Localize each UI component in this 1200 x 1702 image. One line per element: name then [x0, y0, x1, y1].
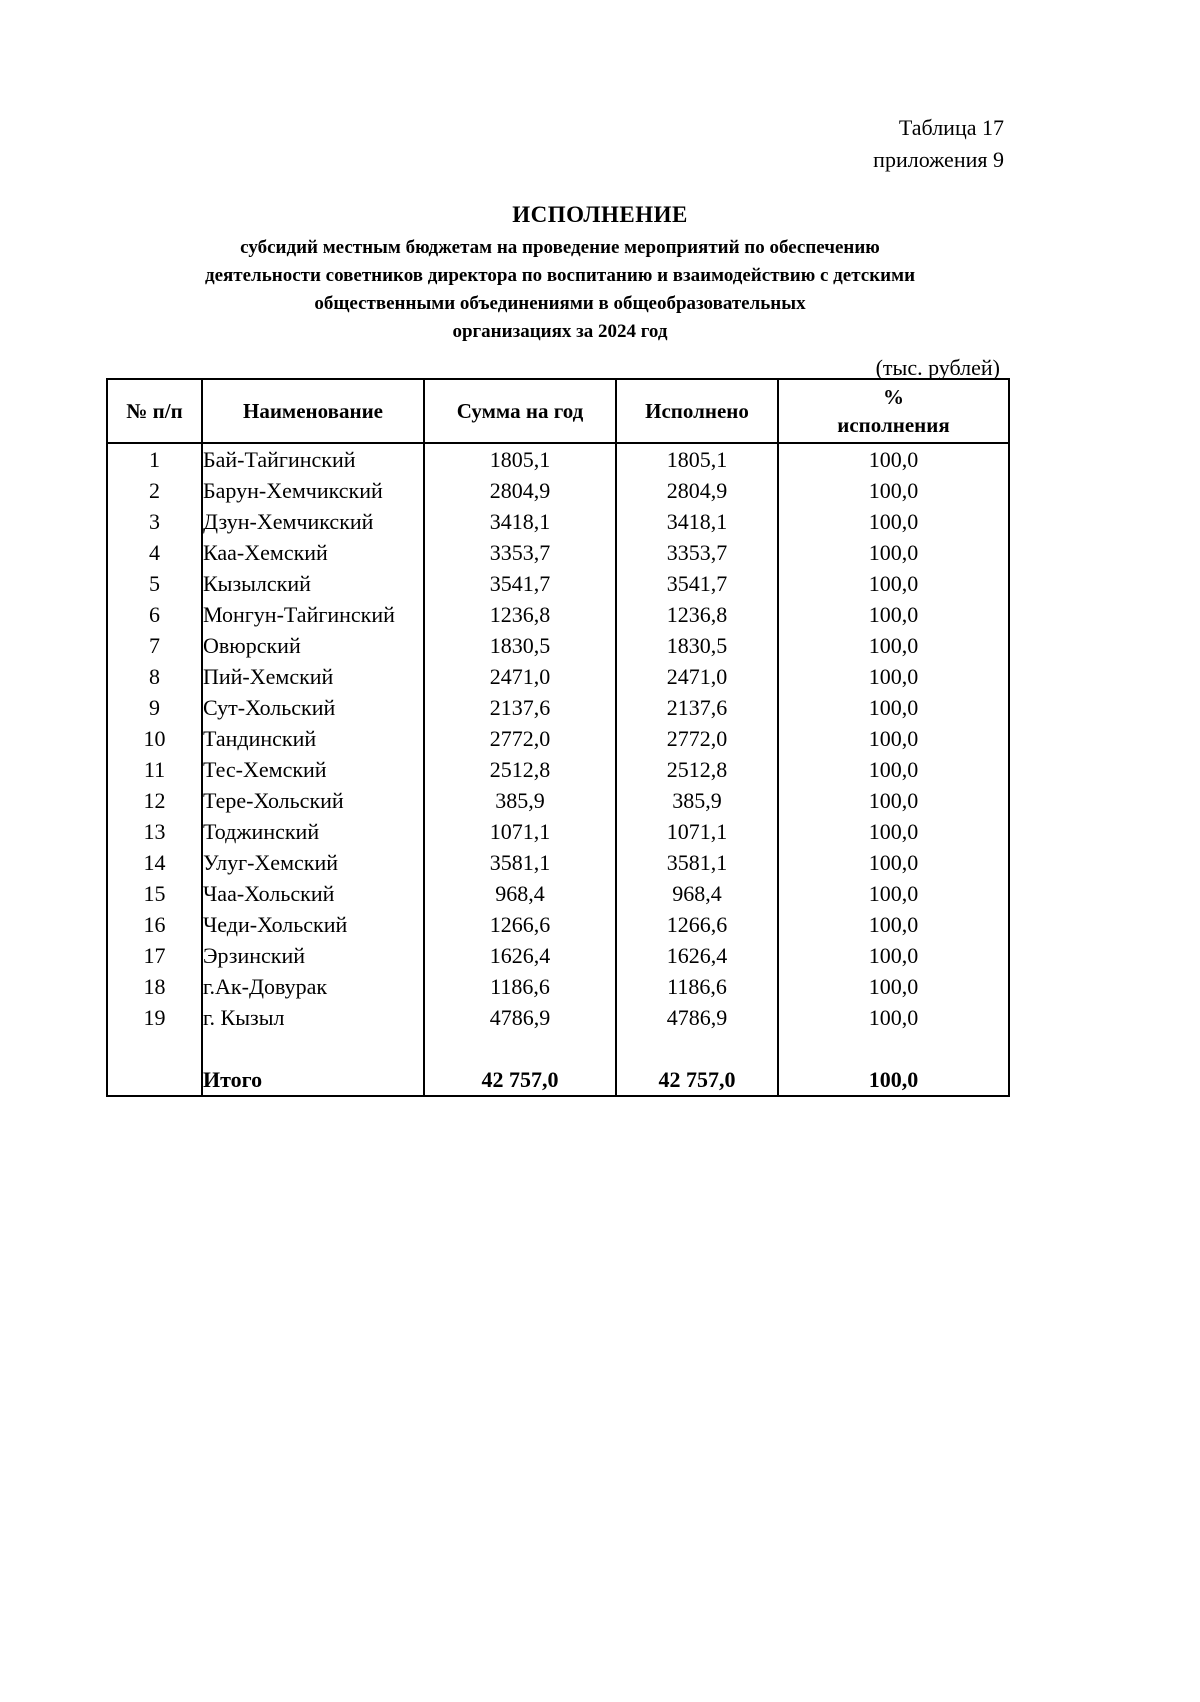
- row-pct: 100,0: [778, 630, 1009, 661]
- table-row: [107, 506, 1009, 537]
- column-header-num: № п/п: [107, 379, 202, 443]
- table-row: [107, 816, 1009, 847]
- row-done: 2471,0: [616, 661, 778, 692]
- total-num-cell: [107, 1064, 202, 1096]
- row-sum: 2471,0: [424, 661, 616, 692]
- row-pct: 100,0: [778, 785, 1009, 816]
- pct-label: исполнения: [837, 413, 950, 437]
- subtitle-line: общественными объединениями в общеобразовательных: [314, 293, 806, 314]
- table-row: [107, 723, 1009, 754]
- row-pct: 100,0: [778, 661, 1009, 692]
- row-pct: 100,0: [778, 475, 1009, 506]
- row-name: Тес-Хемский: [202, 754, 424, 785]
- document-subtitle: [110, 234, 1010, 346]
- execution-table: [106, 378, 1010, 1097]
- header-row: [107, 379, 1009, 443]
- row-pct: 100,0: [778, 754, 1009, 785]
- row-name: Барун-Хемчикский: [202, 475, 424, 506]
- document-title: ИСПОЛНЕНИЕ: [512, 202, 688, 227]
- row-pct: 100,0: [778, 909, 1009, 940]
- row-number: 9: [107, 692, 202, 723]
- table-row: [107, 568, 1009, 599]
- total-label: Итого: [202, 1064, 424, 1096]
- row-sum: 3353,7: [424, 537, 616, 568]
- row-sum: 2512,8: [424, 754, 616, 785]
- table-row: [107, 537, 1009, 568]
- total-done: 42 757,0: [616, 1064, 778, 1096]
- row-done: 3541,7: [616, 568, 778, 599]
- table-number: Таблица 17: [898, 115, 1004, 140]
- table-row: [107, 661, 1009, 692]
- subtitle-line: деятельности советников директора по воспитанию и взаимодействию с детскими: [204, 265, 916, 286]
- row-number: 15: [107, 878, 202, 909]
- row-number: 19: [107, 1002, 202, 1033]
- spacer-row: [107, 1033, 1009, 1064]
- row-name: Тоджинский: [202, 816, 424, 847]
- row-done: 1830,5: [616, 630, 778, 661]
- row-name: Улуг-Хемский: [202, 847, 424, 878]
- row-done: 1071,1: [616, 816, 778, 847]
- row-sum: 1236,8: [424, 599, 616, 630]
- row-name: Чеди-Хольский: [202, 909, 424, 940]
- row-number: 7: [107, 630, 202, 661]
- row-number: 12: [107, 785, 202, 816]
- row-name: Дзун-Хемчикский: [202, 506, 424, 537]
- row-number: 16: [107, 909, 202, 940]
- row-number: 14: [107, 847, 202, 878]
- table-row: [107, 630, 1009, 661]
- row-pct: 100,0: [778, 443, 1009, 475]
- row-sum: 1805,1: [424, 443, 616, 475]
- row-number: 11: [107, 754, 202, 785]
- row-name: г. Кызыл: [202, 1002, 424, 1033]
- row-sum: 3581,1: [424, 847, 616, 878]
- row-number: 10: [107, 723, 202, 754]
- table-header: [107, 379, 1009, 443]
- row-name: Сут-Хольский: [202, 692, 424, 723]
- row-done: 1266,6: [616, 909, 778, 940]
- row-name: Каа-Хемский: [202, 537, 424, 568]
- table-row: [107, 971, 1009, 1002]
- row-number: 17: [107, 940, 202, 971]
- table-row: [107, 599, 1009, 630]
- row-done: 1186,6: [616, 971, 778, 1002]
- row-pct: 100,0: [778, 692, 1009, 723]
- row-done: 968,4: [616, 878, 778, 909]
- row-name: Тере-Хольский: [202, 785, 424, 816]
- row-number: 8: [107, 661, 202, 692]
- row-done: 2772,0: [616, 723, 778, 754]
- row-done: 2512,8: [616, 754, 778, 785]
- row-sum: 3418,1: [424, 506, 616, 537]
- row-done: 2804,9: [616, 475, 778, 506]
- column-header-sum: Сумма на год: [424, 379, 616, 443]
- column-header-done: Исполнено: [616, 379, 778, 443]
- row-done: 4786,9: [616, 1002, 778, 1033]
- table-row: [107, 475, 1009, 506]
- row-done: 1626,4: [616, 940, 778, 971]
- row-number: 1: [107, 443, 202, 475]
- row-done: 3581,1: [616, 847, 778, 878]
- table-reference: [873, 112, 1004, 176]
- row-pct: 100,0: [778, 1002, 1009, 1033]
- row-name: Кызылский: [202, 568, 424, 599]
- row-sum: 385,9: [424, 785, 616, 816]
- total-pct: 100,0: [778, 1064, 1009, 1096]
- row-name: Тандинский: [202, 723, 424, 754]
- row-pct: 100,0: [778, 506, 1009, 537]
- row-name: Пий-Хемский: [202, 661, 424, 692]
- row-pct: 100,0: [778, 878, 1009, 909]
- row-pct: 100,0: [778, 971, 1009, 1002]
- row-pct: 100,0: [778, 599, 1009, 630]
- row-done: 1805,1: [616, 443, 778, 475]
- row-pct: 100,0: [778, 816, 1009, 847]
- row-number: 4: [107, 537, 202, 568]
- units-label: (тыс. рублей): [875, 355, 1000, 380]
- row-number: 5: [107, 568, 202, 599]
- row-sum: 2137,6: [424, 692, 616, 723]
- table-row: [107, 1002, 1009, 1033]
- row-pct: 100,0: [778, 568, 1009, 599]
- row-sum: 1071,1: [424, 816, 616, 847]
- table-row: [107, 754, 1009, 785]
- appendix-number: приложения 9: [873, 147, 1004, 172]
- table-row: [107, 847, 1009, 878]
- total-sum: 42 757,0: [424, 1064, 616, 1096]
- row-sum: 4786,9: [424, 1002, 616, 1033]
- row-number: 6: [107, 599, 202, 630]
- row-done: 1236,8: [616, 599, 778, 630]
- row-sum: 3541,7: [424, 568, 616, 599]
- table-row: [107, 940, 1009, 971]
- row-done: 3418,1: [616, 506, 778, 537]
- row-number: 18: [107, 971, 202, 1002]
- row-sum: 1626,4: [424, 940, 616, 971]
- row-sum: 968,4: [424, 878, 616, 909]
- row-done: 2137,6: [616, 692, 778, 723]
- table-row: [107, 692, 1009, 723]
- table-row: [107, 909, 1009, 940]
- row-pct: 100,0: [778, 847, 1009, 878]
- row-number: 13: [107, 816, 202, 847]
- row-name: Монгун-Тайгинский: [202, 599, 424, 630]
- column-header-pct: [778, 379, 1009, 443]
- column-header-name: Наименование: [202, 379, 424, 443]
- row-pct: 100,0: [778, 940, 1009, 971]
- row-name: Овюрский: [202, 630, 424, 661]
- table-body: [107, 443, 1009, 1096]
- row-pct: 100,0: [778, 537, 1009, 568]
- row-name: Чаа-Хольский: [202, 878, 424, 909]
- row-name: Эрзинский: [202, 940, 424, 971]
- total-row: [107, 1064, 1009, 1096]
- pct-symbol: %: [883, 385, 904, 409]
- subtitle-line: организациях за 2024 год: [452, 321, 668, 342]
- row-sum: 1266,6: [424, 909, 616, 940]
- table-row: [107, 878, 1009, 909]
- row-number: 3: [107, 506, 202, 537]
- row-sum: 2772,0: [424, 723, 616, 754]
- row-sum: 2804,9: [424, 475, 616, 506]
- row-sum: 1830,5: [424, 630, 616, 661]
- row-name: г.Ак-Довурак: [202, 971, 424, 1002]
- subtitle-line: субсидий местным бюджетам на проведение мероприятий по обеспечению: [240, 237, 880, 258]
- row-name: Бай-Тайгинский: [202, 443, 424, 475]
- row-number: 2: [107, 475, 202, 506]
- table-row: [107, 785, 1009, 816]
- row-done: 385,9: [616, 785, 778, 816]
- row-sum: 1186,6: [424, 971, 616, 1002]
- table-row: [107, 443, 1009, 475]
- row-done: 3353,7: [616, 537, 778, 568]
- row-pct: 100,0: [778, 723, 1009, 754]
